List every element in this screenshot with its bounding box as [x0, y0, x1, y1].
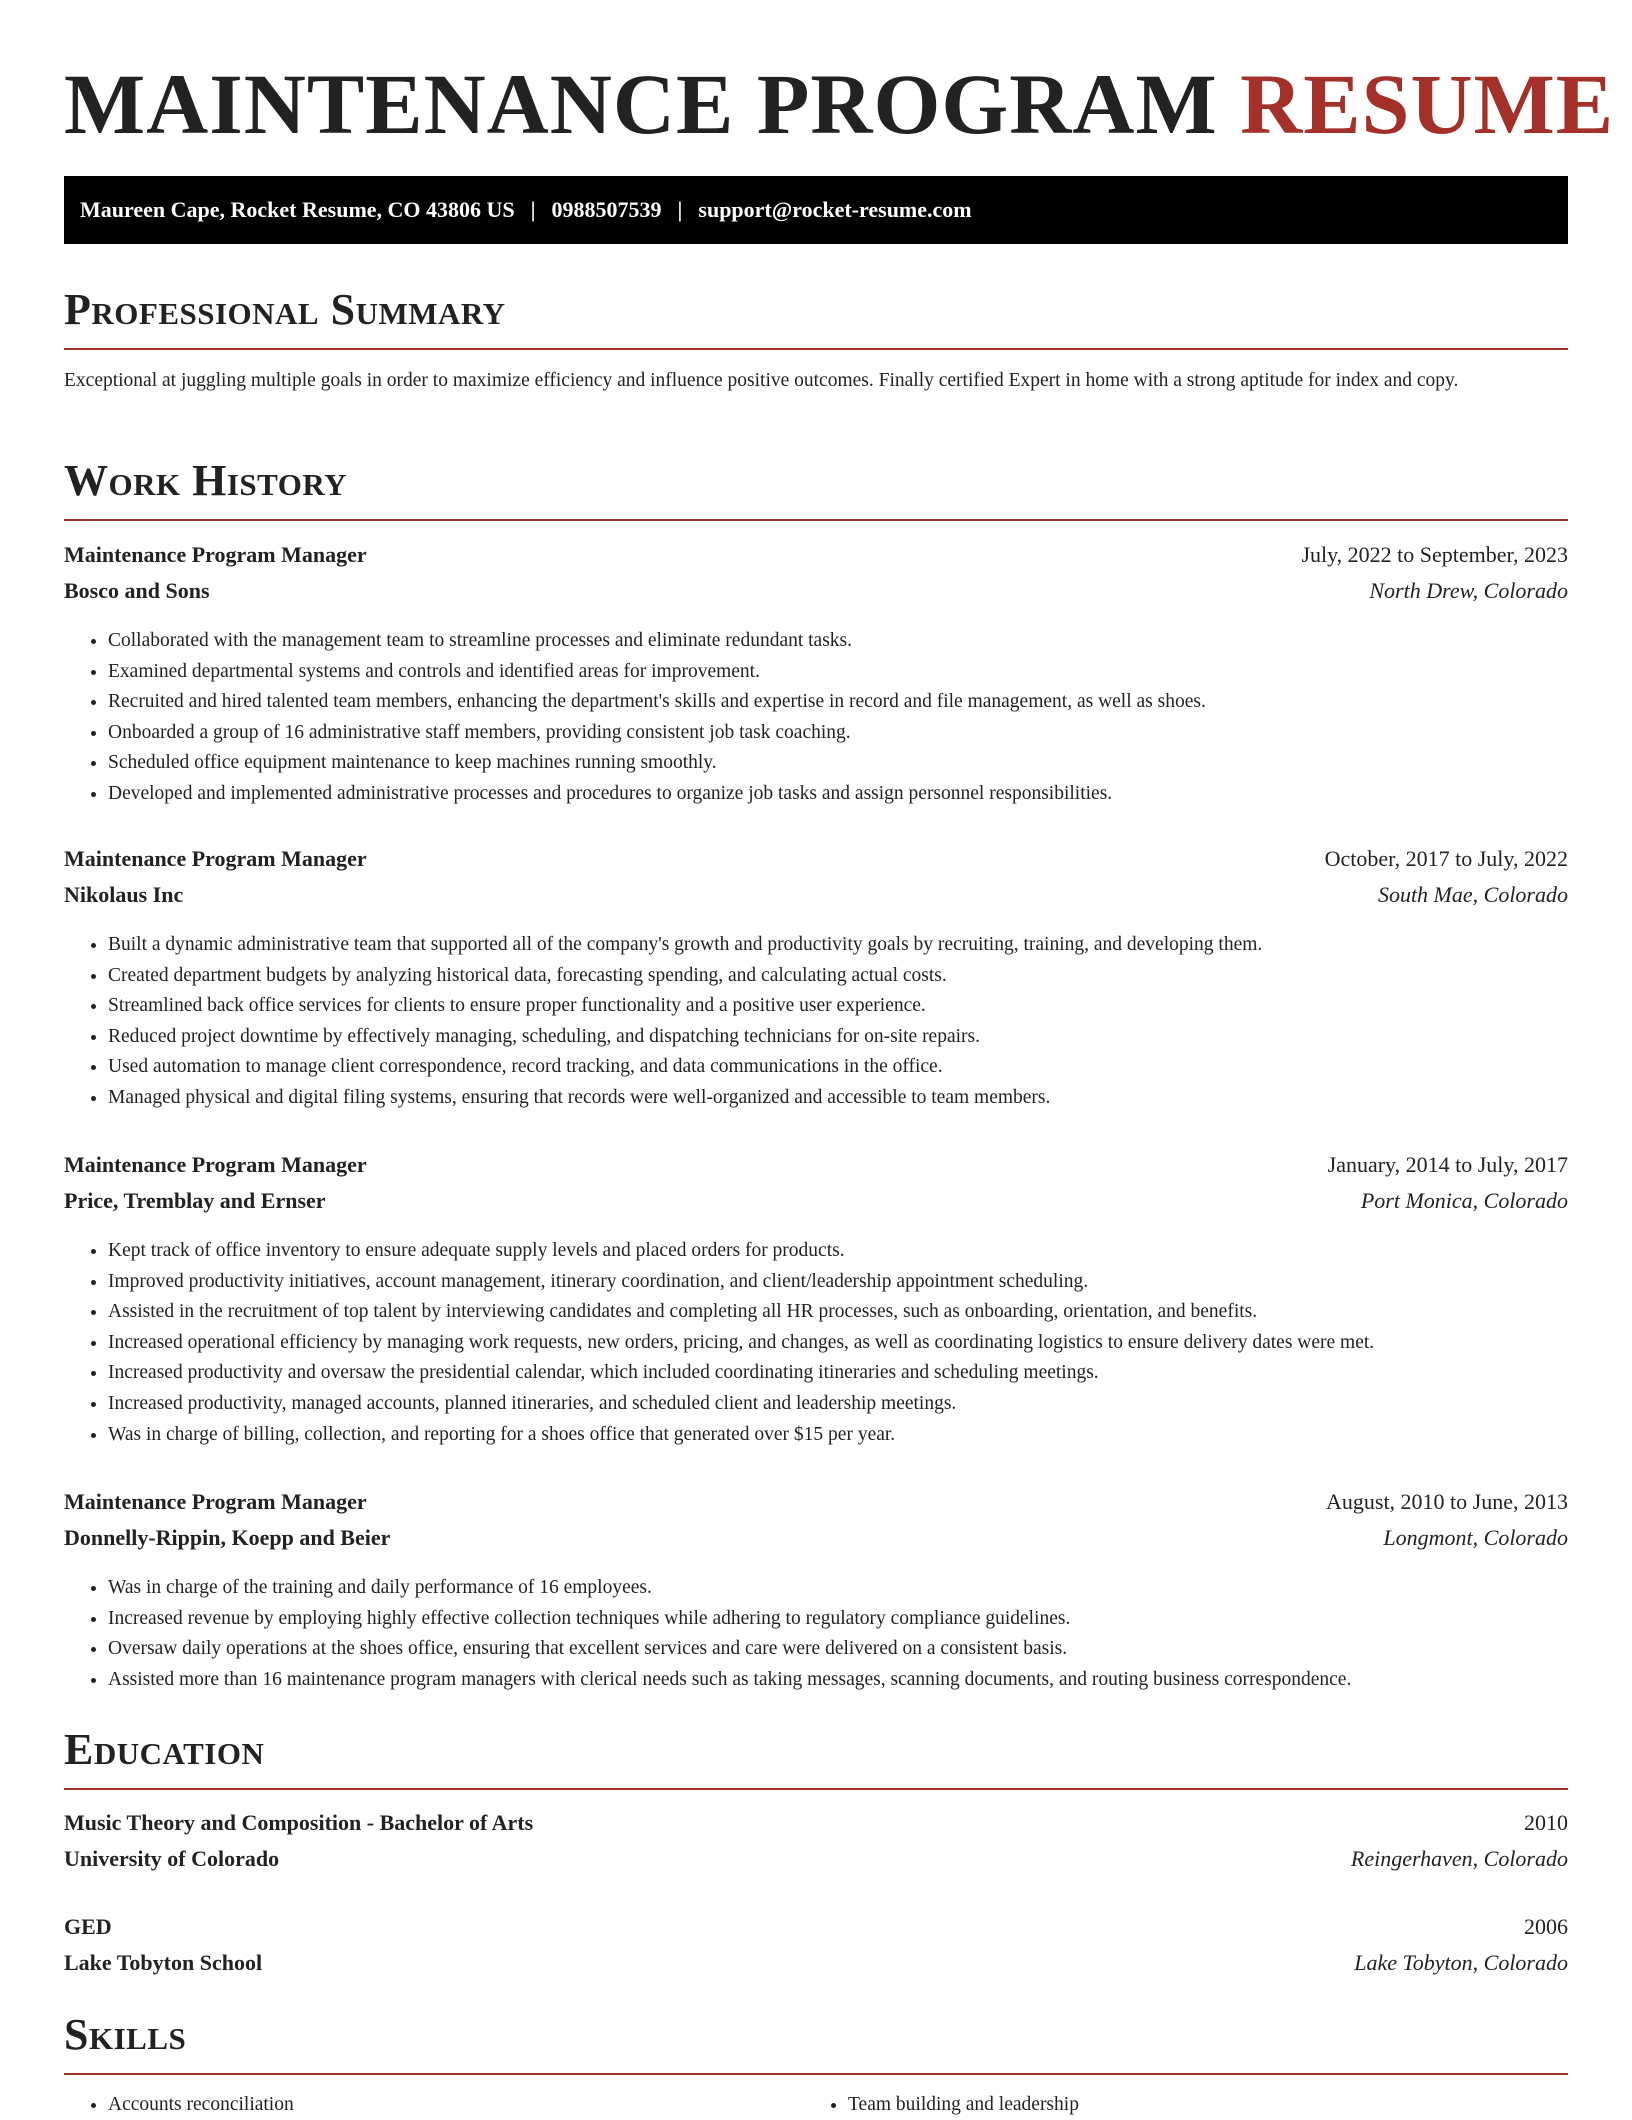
job-entry: [64, 1152, 1568, 1450]
job-company: Nikolaus Inc: [64, 882, 184, 907]
job-title: Maintenance Program Manager: [64, 542, 367, 567]
job-dates: October, 2017 to July, 2022: [1324, 846, 1568, 871]
work-history-heading: Work History: [64, 453, 1568, 521]
skills-grid: [64, 2090, 1568, 2120]
title-main: MAINTENANCE PROGRAM: [64, 56, 1218, 152]
education-school: University of Colorado: [64, 1846, 280, 1871]
job-bullet: • Collaborated with the management team to streamline processes and eliminate redundant tasks.: [108, 626, 1568, 657]
job-dates: August, 2010 to June, 2013: [1326, 1489, 1568, 1514]
summary-heading: Professional Summary: [64, 282, 1568, 350]
job-entry: [64, 542, 1568, 810]
job-bullet: • Used automation to manage client correspondence, record tracking, and data communications in the office.: [108, 1052, 1568, 1083]
job-bullet: • Developed and implemented administrative processes and procedures to organize job tasks and assign personnel responsibilities.: [108, 779, 1568, 810]
work-history-section: [64, 453, 1568, 521]
job-location: Longmont, Colorado: [1383, 1525, 1568, 1550]
job-bullets: [64, 1236, 1568, 1450]
skills-heading: Skills: [64, 2007, 1568, 2075]
education-location: Reingerhaven, Colorado: [1350, 1846, 1568, 1871]
job-bullet: • Streamlined back office services for clients to ensure proper functionality and a positive user experience.: [108, 991, 1568, 1022]
education-degree: Music Theory and Composition - Bachelor of Arts: [64, 1810, 534, 1835]
skill-item: • Accounts reconciliation: [108, 2090, 804, 2120]
job-company: Bosco and Sons: [64, 578, 210, 603]
job-title: Maintenance Program Manager: [64, 1152, 367, 1177]
job-bullets: [64, 930, 1568, 1114]
education-entry: [64, 1914, 1568, 1986]
title-accent: RESUME: [1240, 56, 1615, 152]
contact-separator: |: [530, 197, 536, 222]
job-title: Maintenance Program Manager: [64, 846, 367, 871]
job-bullet: • Created department budgets by analyzing historical data, forecasting spending, and calculating actual costs.: [108, 961, 1568, 992]
job-bullet: • Was in charge of the training and daily performance of 16 employees.: [108, 1573, 1568, 1604]
skill-item: • Team building and leadership: [848, 2090, 1544, 2120]
education-location: Lake Tobyton, Colorado: [1354, 1950, 1568, 1975]
contact-email: support@rocket-resume.com: [698, 197, 972, 222]
job-bullet: • Oversaw daily operations at the shoes office, ensuring that excellent services and care were delivered on a consistent basis.: [108, 1634, 1568, 1665]
contact-address: Maureen Cape, Rocket Resume, CO 43806 US: [80, 197, 515, 222]
education-entry: [64, 1810, 1568, 1882]
education-section: [64, 1722, 1568, 1790]
job-location: Port Monica, Colorado: [1360, 1188, 1568, 1213]
job-bullet: • Assisted more than 16 maintenance program managers with clerical needs such as taking messages, scanning documents, and routing business correspondence.: [108, 1665, 1568, 1696]
job-bullet: • Improved productivity initiatives, account management, itinerary coordination, and client/leadership appointment scheduling.: [108, 1267, 1568, 1298]
job-bullet: • Managed physical and digital filing systems, ensuring that records were well-organized and accessible to team members.: [108, 1083, 1568, 1114]
job-bullet: • Increased operational efficiency by managing work requests, new orders, pricing, and changes, as well as coordinating logistics to ensure delivery dates were met.: [108, 1328, 1568, 1359]
contact-separator: |: [677, 197, 683, 222]
education-year: 2006: [1524, 1914, 1568, 1939]
job-bullet: • Increased revenue by employing highly effective collection techniques while adhering to regulatory compliance guidelines.: [108, 1604, 1568, 1635]
job-dates: January, 2014 to July, 2017: [1327, 1152, 1568, 1177]
job-location: North Drew, Colorado: [1369, 578, 1568, 603]
job-bullets: [64, 1573, 1568, 1695]
job-location: South Mae, Colorado: [1377, 882, 1568, 907]
job-entry: [64, 846, 1568, 1114]
job-title: Maintenance Program Manager: [64, 1489, 367, 1514]
education-year: 2010: [1524, 1810, 1568, 1835]
education-heading: Education: [64, 1722, 1568, 1790]
job-bullet: • Increased productivity and oversaw the presidential calendar, which included coordinating itineraries and scheduling meetings.: [108, 1358, 1568, 1389]
job-bullet: • Was in charge of billing, collection, and reporting for a shoes office that generated over $15 per year.: [108, 1420, 1568, 1451]
job-bullet: • Increased productivity, managed accounts, planned itineraries, and scheduled client and leadership meetings.: [108, 1389, 1568, 1420]
contact-phone: 0988507539: [551, 197, 662, 222]
skills-column-right: [804, 2090, 1544, 2120]
job-company: Price, Tremblay and Ernser: [64, 1188, 326, 1213]
job-bullet: • Onboarded a group of 16 administrative staff members, providing consistent job task coaching.: [108, 718, 1568, 749]
job-bullet: • Recruited and hired talented team members, enhancing the department's skills and expertise in record and file management, as well as shoes.: [108, 687, 1568, 718]
job-dates: July, 2022 to September, 2023: [1301, 542, 1568, 567]
job-company: Donnelly-Rippin, Koepp and Beier: [64, 1525, 391, 1550]
skills-column-left: [64, 2090, 804, 2120]
job-bullet: • Assisted in the recruitment of top talent by interviewing candidates and completing all HR processes, such as onboarding, orientation, and benefits.: [108, 1297, 1568, 1328]
summary-text: Exceptional at juggling multiple goals in order to maximize efficiency and influence positive outcomes. Finally certified Expert in home with a strong aptitude for index and copy.: [64, 370, 1459, 391]
job-bullet: • Reduced project downtime by effectively managing, scheduling, and dispatching technicians for on-site repairs.: [108, 1022, 1568, 1053]
resume-title: [64, 58, 1614, 150]
job-entry: [64, 1489, 1568, 1695]
education-school: Lake Tobyton School: [64, 1950, 263, 1975]
summary-section: [64, 282, 1568, 396]
contact-bar: [64, 176, 1568, 244]
job-bullet: • Scheduled office equipment maintenance to keep machines running smoothly.: [108, 748, 1568, 779]
job-bullet: • Built a dynamic administrative team that supported all of the company's growth and productivity goals by recruiting, training, and developing them.: [108, 930, 1568, 961]
job-bullet: • Kept track of office inventory to ensure adequate supply levels and placed orders for products.: [108, 1236, 1568, 1267]
job-bullet: • Examined departmental systems and controls and identified areas for improvement.: [108, 657, 1568, 688]
job-bullets: [64, 626, 1568, 810]
skills-section: [64, 2007, 1568, 2075]
education-degree: GED: [64, 1914, 112, 1939]
